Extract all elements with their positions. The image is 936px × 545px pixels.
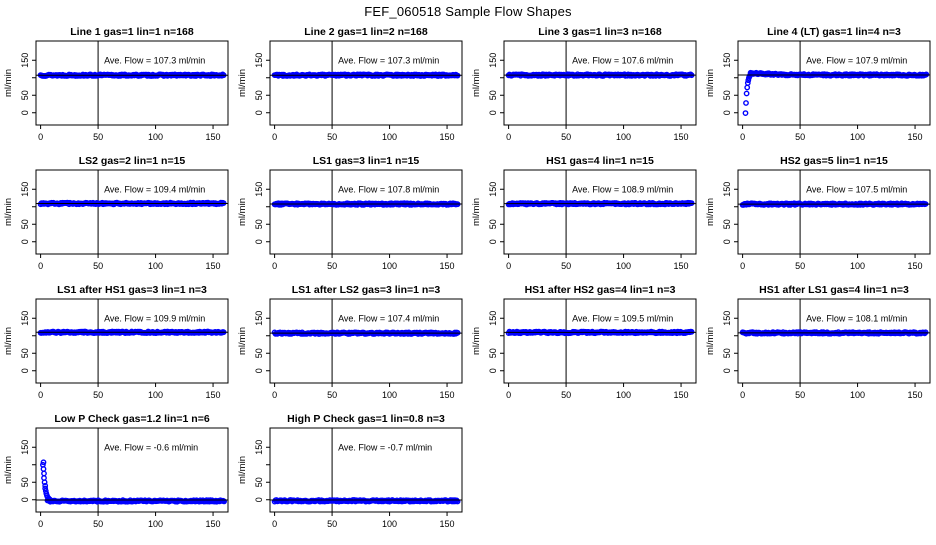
y-tick-label: 50 [254,219,264,230]
y-tick-label: 50 [254,477,264,488]
y-tick-label: 0 [254,497,264,503]
subplot-title: HS1 after HS2 gas=4 lin=1 n=3 [524,284,676,296]
x-tick-label: 150 [439,390,455,400]
y-axis-label: ml/min [3,198,14,226]
plot-box [738,299,930,383]
y-tick-label: 0 [254,110,264,116]
x-tick-label: 50 [327,390,338,400]
ave-flow-label: Ave. Flow = 109.5 ml/min [572,313,674,324]
ave-flow-label: Ave. Flow = 107.8 ml/min [338,184,440,195]
x-tick-label: 150 [205,390,221,400]
x-tick-label: 50 [561,261,572,271]
x-tick-label: 100 [148,261,164,271]
subplot-cell-8 [702,153,936,282]
y-tick-label: 50 [20,219,30,230]
x-tick-label: 100 [616,132,632,142]
y-tick-label: 150 [254,181,264,197]
x-tick-label: 150 [673,390,689,400]
subplot-2 [234,24,468,153]
y-tick-label: 150 [254,52,264,68]
y-tick-label: 50 [722,219,732,230]
x-tick-label: 100 [382,132,398,142]
y-axis-label: ml/min [705,69,716,97]
subplot-cell-13 [0,411,234,540]
y-tick-label: 0 [254,239,264,245]
y-tick-label: 0 [20,110,30,116]
y-axis-label: ml/min [237,327,248,355]
x-tick-label: 100 [382,261,398,271]
y-tick-label: 0 [488,368,498,374]
subplot-3 [468,24,702,153]
y-tick-label: 150 [488,310,498,326]
y-tick-label: 0 [254,368,264,374]
plot-box [36,299,228,383]
subplot-10 [234,282,468,411]
y-axis-label: ml/min [237,456,248,484]
subplot-12 [702,282,936,411]
subplot-9 [0,282,234,411]
x-tick-label: 150 [439,261,455,271]
x-tick-label: 0 [272,261,278,271]
subplot-cell-4 [702,24,936,153]
x-tick-label: 0 [740,390,746,400]
subplot-cell-12 [702,282,936,411]
subplot-cell-7 [468,153,702,282]
subplot-title: Line 1 gas=1 lin=1 n=168 [70,26,194,38]
x-tick-label: 150 [439,132,455,142]
y-tick-label: 50 [20,348,30,359]
subplot-title: HS1 gas=4 lin=1 n=15 [546,155,654,167]
x-tick-label: 50 [795,261,806,271]
x-tick-label: 50 [93,390,104,400]
x-tick-label: 50 [93,132,104,142]
subplot-cell-10 [234,282,468,411]
x-tick-label: 0 [506,132,512,142]
ave-flow-label: Ave. Flow = 107.3 ml/min [104,55,206,66]
x-tick-label: 100 [148,390,164,400]
y-tick-label: 0 [722,239,732,245]
x-tick-label: 0 [740,261,746,271]
subplot-5 [0,153,234,282]
subplot-title: Line 4 (LT) gas=1 lin=4 n=3 [767,26,901,38]
subplot-title: LS2 gas=2 lin=1 n=15 [78,155,186,167]
plot-box [36,41,228,125]
subplot-title: Line 3 gas=1 lin=3 n=168 [538,26,662,38]
ave-flow-label: Ave. Flow = 107.5 ml/min [806,184,908,195]
x-tick-label: 50 [93,519,104,529]
x-tick-label: 150 [205,132,221,142]
plot-box [270,170,462,254]
x-tick-label: 50 [795,390,806,400]
x-tick-label: 100 [382,390,398,400]
y-tick-label: 50 [722,348,732,359]
x-tick-label: 50 [93,261,104,271]
y-axis-label: ml/min [705,198,716,226]
x-tick-label: 150 [673,132,689,142]
y-tick-label: 150 [722,181,732,197]
subplot-7 [468,153,702,282]
ave-flow-label: Ave. Flow = 109.4 ml/min [104,184,206,195]
ave-flow-label: Ave. Flow = -0.7 ml/min [338,442,433,453]
y-tick-label: 50 [722,90,732,101]
y-axis-label: ml/min [237,198,248,226]
x-tick-label: 50 [795,132,806,142]
y-axis-label: ml/min [471,198,482,226]
x-tick-label: 100 [616,261,632,271]
y-axis-label: ml/min [3,327,14,355]
subplot-14 [234,411,468,540]
figure-title: FEF_060518 Sample Flow Shapes [364,4,572,19]
subplot-8 [702,153,936,282]
x-tick-label: 150 [673,261,689,271]
x-tick-label: 100 [616,390,632,400]
ave-flow-label: Ave. Flow = 107.9 ml/min [806,55,908,66]
data-points [743,71,928,116]
y-tick-label: 50 [488,219,498,230]
subplot-title: Line 2 gas=1 lin=2 n=168 [304,26,428,38]
subplot-cell-9 [0,282,234,411]
y-tick-label: 150 [488,52,498,68]
plot-box [270,299,462,383]
plot-box [504,299,696,383]
y-axis-label: ml/min [471,327,482,355]
subplot-title: HS2 gas=5 lin=1 n=15 [780,155,888,167]
ave-flow-label: Ave. Flow = -0.6 ml/min [104,442,199,453]
y-tick-label: 0 [20,239,30,245]
subplot-cell-5 [0,153,234,282]
plot-box [738,41,930,125]
x-tick-label: 0 [38,519,44,529]
ave-flow-label: Ave. Flow = 108.9 ml/min [572,184,674,195]
plot-box [270,41,462,125]
x-tick-label: 50 [327,519,338,529]
y-tick-label: 50 [20,477,30,488]
y-tick-label: 150 [722,310,732,326]
y-tick-label: 150 [20,181,30,197]
plot-box [504,170,696,254]
y-tick-label: 50 [20,90,30,101]
subplot-cell-11 [468,282,702,411]
x-tick-label: 0 [272,519,278,529]
y-axis-label: ml/min [3,456,14,484]
plot-box [504,41,696,125]
y-tick-label: 50 [254,90,264,101]
x-tick-label: 0 [38,261,44,271]
plot-box [36,170,228,254]
x-tick-label: 150 [907,261,923,271]
x-tick-label: 50 [561,390,572,400]
y-tick-label: 150 [254,310,264,326]
ave-flow-label: Ave. Flow = 108.1 ml/min [806,313,908,324]
x-tick-label: 0 [272,390,278,400]
x-tick-label: 0 [272,132,278,142]
subplot-title: Low P Check gas=1.2 lin=1 n=6 [54,413,210,425]
subplot-6 [234,153,468,282]
x-tick-label: 0 [506,261,512,271]
ave-flow-label: Ave. Flow = 107.3 ml/min [338,55,440,66]
subplot-title: LS1 gas=3 lin=1 n=15 [312,155,420,167]
ave-flow-label: Ave. Flow = 107.4 ml/min [338,313,440,324]
x-tick-label: 100 [850,261,866,271]
subplot-4 [702,24,936,153]
x-tick-label: 0 [38,390,44,400]
x-tick-label: 150 [205,261,221,271]
x-tick-label: 0 [506,390,512,400]
y-tick-label: 150 [20,439,30,455]
subplot-title: High P Check gas=1 lin=0.8 n=3 [287,413,445,425]
subplot-13 [0,411,234,540]
y-tick-label: 0 [20,497,30,503]
x-tick-label: 100 [148,132,164,142]
data-points [41,460,227,504]
y-tick-label: 150 [722,52,732,68]
subplot-cell-2 [234,24,468,153]
x-tick-label: 50 [561,132,572,142]
data-points [272,498,459,504]
y-axis-label: ml/min [705,327,716,355]
plot-box [738,170,930,254]
plots-grid [0,24,936,540]
y-axis-label: ml/min [471,69,482,97]
x-tick-label: 100 [850,132,866,142]
x-tick-label: 50 [327,132,338,142]
x-tick-label: 150 [907,132,923,142]
y-tick-label: 0 [722,110,732,116]
subplot-title: LS1 after LS2 gas=3 lin=1 n=3 [291,284,441,296]
y-tick-label: 150 [254,439,264,455]
subplot-cell-6 [234,153,468,282]
y-tick-label: 0 [20,368,30,374]
x-tick-label: 150 [205,519,221,529]
x-tick-label: 150 [907,390,923,400]
subplot-11 [468,282,702,411]
y-tick-label: 0 [488,239,498,245]
y-tick-label: 50 [488,348,498,359]
x-tick-label: 100 [148,519,164,529]
y-tick-label: 50 [488,90,498,101]
x-tick-label: 100 [850,390,866,400]
subplot-cell-3 [468,24,702,153]
y-tick-label: 150 [20,52,30,68]
y-tick-label: 50 [254,348,264,359]
y-tick-label: 150 [488,181,498,197]
y-tick-label: 0 [488,110,498,116]
ave-flow-label: Ave. Flow = 107.6 ml/min [572,55,674,66]
x-tick-label: 100 [382,519,398,529]
y-tick-label: 150 [20,310,30,326]
subplot-1 [0,24,234,153]
x-tick-label: 150 [439,519,455,529]
y-tick-label: 0 [722,368,732,374]
x-tick-label: 0 [38,132,44,142]
subplot-cell-1 [0,24,234,153]
x-tick-label: 0 [740,132,746,142]
subplot-title: HS1 after LS1 gas=4 lin=1 n=3 [759,284,909,296]
subplot-title: LS1 after HS1 gas=3 lin=1 n=3 [57,284,207,296]
y-axis-label: ml/min [237,69,248,97]
x-tick-label: 50 [327,261,338,271]
subplot-cell-14 [234,411,468,540]
ave-flow-label: Ave. Flow = 109.9 ml/min [104,313,206,324]
y-axis-label: ml/min [3,69,14,97]
